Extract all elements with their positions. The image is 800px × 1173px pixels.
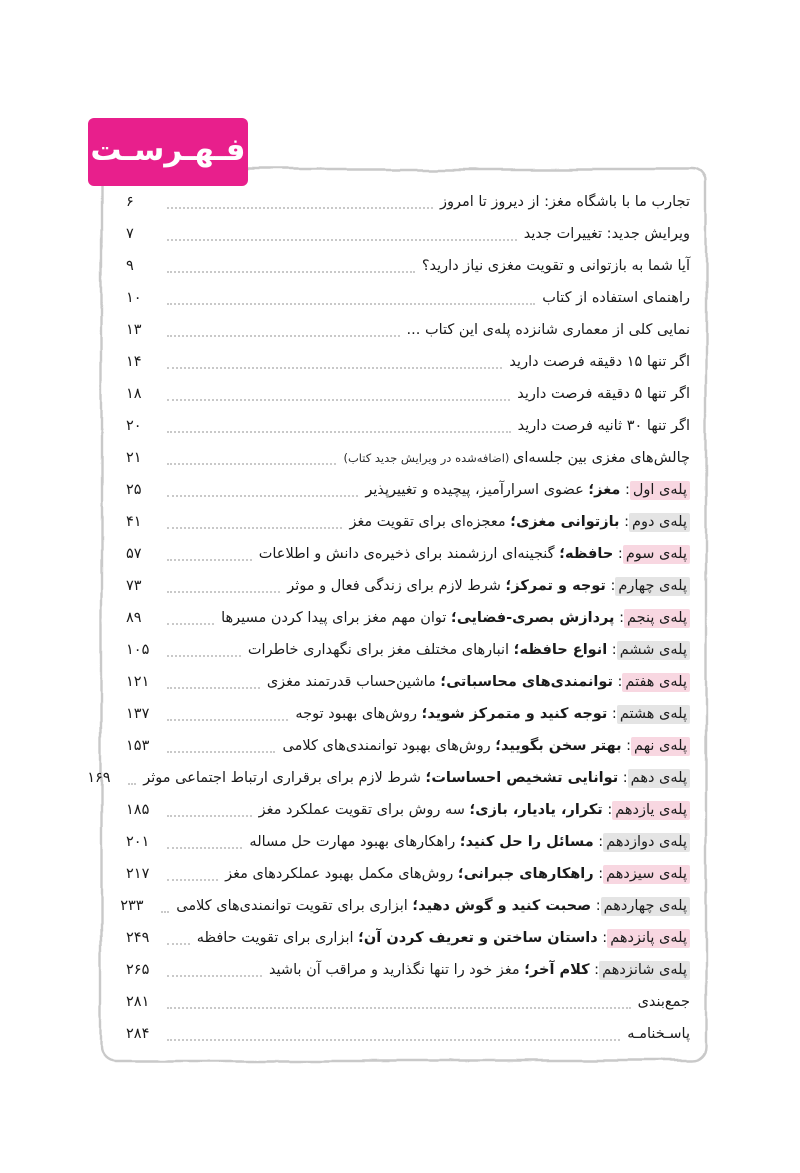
chapter-separator: : — [593, 834, 604, 850]
dotted-leader — [167, 270, 415, 273]
toc-entry — [126, 282, 690, 314]
chapter-separator: : — [618, 770, 628, 786]
chapter-subtitle: روش‌های بهبود توانمندی‌های کلامی — [282, 738, 496, 754]
dotted-leader — [167, 206, 433, 209]
dotted-leader — [167, 750, 275, 753]
contents-title: فـهـرسـت — [90, 131, 246, 168]
entry-title: تجارب ما با باشگاه مغز: از دیروز تا امروز — [439, 194, 690, 210]
chapter-separator: : — [607, 706, 617, 722]
dotted-leader — [167, 558, 252, 561]
page-number: ۲۵ — [126, 482, 142, 498]
toc-entry-text — [524, 226, 690, 242]
entry-title: اگر تنها ۳۰ ثانیه فرصت دارید — [517, 418, 690, 434]
chapter-title: مغز؛ — [588, 482, 621, 498]
entry-title: نمایی کلی از معماری شانزده پله‌ی این کتاب ... — [406, 322, 690, 338]
toc-entry — [126, 602, 690, 634]
chapter-subtitle: سه روش برای تقویت عملکرد مغز — [258, 802, 470, 818]
page-number: ۲۱ — [126, 450, 142, 466]
toc-entry-text — [197, 930, 690, 946]
chapter-separator: : — [602, 802, 613, 818]
dotted-leader — [167, 686, 260, 689]
dotted-leader — [167, 654, 241, 657]
toc-entry — [126, 730, 690, 762]
chapter-subtitle: معجزه‌ای برای تقویت مغز — [349, 514, 511, 530]
toc-entry — [126, 922, 690, 954]
page-number: ۷۳ — [126, 578, 142, 594]
page-number: ۲۳۳ — [120, 898, 144, 914]
dotted-leader — [167, 526, 342, 529]
entry-title: راهنمای استفاده از کتاب — [542, 290, 690, 306]
toc-entry — [126, 218, 690, 250]
chapter-label: پله‌ی یازدهم — [612, 801, 690, 820]
chapter-title: تکرار، یادیار، بازی؛ — [469, 802, 603, 818]
chapter-label: پله‌ی پنجم — [624, 609, 690, 628]
dotted-leader — [167, 622, 214, 625]
chapter-separator: : — [607, 642, 617, 658]
chapter-title: مسائل را حل کنید؛ — [459, 834, 594, 850]
entry-title: چالش‌های مغزی بین جلسه‌ای — [513, 450, 690, 466]
page-number: ۱۲۱ — [126, 674, 150, 690]
dotted-leader — [167, 398, 510, 401]
chapter-separator: : — [593, 866, 604, 882]
chapter-label: پله‌ی چهارم — [615, 577, 690, 596]
chapter-subtitle: توان مهم مغز برای پیدا کردن مسیرها — [221, 610, 452, 626]
toc-entry — [126, 506, 690, 538]
toc-entry — [126, 474, 690, 506]
chapter-label: پله‌ی چهاردهم — [601, 897, 690, 916]
toc-entry — [126, 410, 690, 442]
chapter-label: پله‌ی سوم — [623, 545, 690, 564]
toc-entry-text — [518, 418, 690, 434]
toc-entry — [126, 378, 690, 410]
chapter-subtitle: عضوی اسرارآمیز، پیچیده و تغییرپذیر — [365, 482, 589, 498]
entry-note: (اضافه‌شده در ویرایش جدید کتاب) — [343, 451, 514, 465]
entry-title: آیا شما به بازتوانی و تقویت مغزی نیاز دارید؟ — [421, 258, 690, 274]
toc-entry-text — [407, 322, 690, 338]
page-number: ۱۶۹ — [87, 770, 111, 786]
chapter-label: پله‌ی دهم — [628, 769, 690, 788]
toc-entry-text — [440, 194, 690, 210]
dotted-leader — [167, 590, 280, 593]
chapter-label: پله‌ی سیزدهم — [603, 865, 690, 884]
entry-title: ویرایش جدید: تغییرات جدید — [523, 226, 690, 242]
toc-entry — [126, 442, 690, 474]
toc-entry — [126, 666, 690, 698]
dotted-leader — [167, 1006, 631, 1009]
toc-entry-text — [267, 674, 690, 690]
page-number: ۱۳۷ — [126, 706, 150, 722]
page-number: ۲۰ — [126, 418, 142, 434]
dotted-leader — [167, 238, 517, 241]
dotted-leader — [167, 430, 511, 433]
chapter-label: پله‌ی شانزدهم — [599, 961, 690, 980]
chapter-separator: : — [605, 578, 616, 594]
chapter-title: بهتر سخن بگویید؛ — [495, 738, 622, 754]
page-number: ۸۹ — [126, 610, 142, 626]
toc-entry — [126, 250, 690, 282]
toc-entry-text — [638, 994, 690, 1010]
toc-entry-text — [542, 290, 690, 306]
toc-entry — [126, 794, 690, 826]
chapter-title: بازتوانی مغزی؛ — [510, 514, 620, 530]
chapter-label: پله‌ی دوم — [629, 513, 690, 532]
chapter-label: پله‌ی هفتم — [622, 673, 690, 692]
chapter-title: راهکارهای جبرانی؛ — [457, 866, 594, 882]
toc-entry — [126, 346, 690, 378]
chapter-subtitle: انبارهای مختلف مغز برای نگهداری خاطرات — [247, 642, 514, 658]
chapter-label: پله‌ی دوازدهم — [603, 833, 690, 852]
chapter-title: پردازش بصری-فضایی؛ — [451, 610, 615, 626]
page-number: ۲۶۵ — [126, 962, 150, 978]
chapter-title: کلام آخر؛ — [524, 962, 590, 978]
page-number: ۲۱۷ — [126, 866, 150, 882]
dotted-leader — [167, 878, 218, 881]
toc-entry-text — [365, 482, 690, 498]
dotted-leader — [167, 846, 242, 849]
page-number: ۹ — [126, 258, 134, 274]
chapter-title: حافظه؛ — [559, 546, 614, 562]
toc-entry-text — [517, 386, 690, 402]
toc-entry — [126, 858, 690, 890]
toc-entry-text — [282, 738, 690, 754]
toc-entry-text — [269, 962, 690, 978]
toc-entry-text — [349, 514, 690, 530]
page-number: ۱۸ — [126, 386, 142, 402]
page-number: ۱۳ — [126, 322, 142, 338]
chapter-separator: : — [613, 546, 623, 562]
chapter-subtitle: روش‌های مکمل بهبود عملکردهای مغز — [225, 866, 458, 882]
dotted-leader — [161, 910, 169, 913]
entry-title: جمع‌بندی — [637, 994, 690, 1010]
chapter-subtitle: ابزاری برای تقویت توانمندی‌های کلامی — [176, 898, 413, 914]
dotted-leader — [167, 718, 288, 721]
chapter-separator: : — [620, 482, 630, 498]
chapter-subtitle: شرط لازم برای برقراری ارتباط اجتماعی موثر — [143, 770, 426, 786]
chapter-subtitle: شرط لازم برای زندگی فعال و موثر — [287, 578, 506, 594]
page-number: ۵۷ — [126, 546, 142, 562]
toc-entry — [126, 986, 690, 1018]
dotted-leader — [167, 942, 190, 945]
page-number: ۷ — [126, 226, 134, 242]
dotted-leader — [128, 782, 136, 785]
toc-entry-text — [176, 898, 690, 914]
chapter-separator: : — [589, 962, 600, 978]
chapter-label: پله‌ی نهم — [631, 737, 690, 756]
dotted-leader — [167, 814, 252, 817]
chapter-separator: : — [612, 674, 623, 690]
chapter-label: پله‌ی پانزدهم — [607, 929, 690, 948]
chapter-subtitle: ابزاری برای تقویت حافظه — [196, 930, 359, 946]
toc-entry — [126, 538, 690, 570]
page-number: ۲۰۱ — [126, 834, 150, 850]
dotted-leader — [167, 974, 262, 977]
chapter-separator: : — [621, 738, 632, 754]
page-number: ۱۵۳ — [126, 738, 150, 754]
chapter-title: انواع حافظه؛ — [513, 642, 608, 658]
dotted-leader — [167, 462, 336, 465]
toc-entry — [126, 1018, 690, 1050]
chapter-label: پله‌ی اول — [630, 481, 690, 500]
chapter-label: پله‌ی هشتم — [617, 705, 690, 724]
page-number: ۲۸۱ — [126, 994, 150, 1010]
toc-entry-text — [295, 706, 690, 722]
toc-entry-text — [143, 770, 690, 786]
contents-header — [88, 118, 248, 186]
chapter-separator: : — [619, 514, 629, 530]
toc-entry-text — [343, 450, 690, 466]
chapter-separator: : — [614, 610, 624, 626]
chapter-subtitle: گنجینه‌ای ارزشمند برای ذخیره‌ی دانش و اطلاعات — [258, 546, 560, 562]
toc-entry-text — [225, 866, 690, 882]
toc-entry-text — [259, 546, 690, 562]
chapter-title: توجه و تمرکز؛ — [505, 578, 606, 594]
toc-entry-text — [221, 610, 690, 626]
toc-entry-text — [422, 258, 690, 274]
chapter-subtitle: راهکارهای بهبود مهارت حل مساله — [249, 834, 460, 850]
entry-title: اگر تنها ۱۵ دقیقه فرصت دارید — [509, 354, 690, 370]
toc-entry — [126, 314, 690, 346]
toc-entry — [126, 186, 690, 218]
toc-entry — [126, 826, 690, 858]
toc-entry — [126, 570, 690, 602]
chapter-title: توجه کنید و متمرکز شوید؛ — [421, 706, 608, 722]
dotted-leader — [167, 302, 535, 305]
toc-entry — [87, 762, 690, 794]
entry-title: اگر تنها ۵ دقیقه فرصت دارید — [517, 386, 690, 402]
chapter-separator: : — [597, 930, 608, 946]
toc-entry — [126, 698, 690, 730]
toc-entry-text — [248, 642, 690, 658]
toc-entry-text — [287, 578, 690, 594]
toc-entry — [126, 634, 690, 666]
toc-list — [87, 186, 690, 1050]
page-number: ۶ — [126, 194, 134, 210]
chapter-label: پله‌ی ششم — [617, 641, 690, 660]
page-number: ۲۸۴ — [126, 1026, 150, 1042]
toc-entry — [120, 890, 690, 922]
dotted-leader — [167, 1038, 620, 1041]
chapter-subtitle: مغز خود را تنها نگذارید و مراقب آن باشید — [268, 962, 525, 978]
dotted-leader — [167, 494, 358, 497]
toc-entry-text — [627, 1026, 690, 1042]
chapter-title: توانایی تشخیص احساسات؛ — [425, 770, 619, 786]
chapter-title: صحبت کنید و گوش دهید؛ — [412, 898, 592, 914]
dotted-leader — [167, 334, 400, 337]
page-number: ۱۰ — [126, 290, 142, 306]
chapter-separator: : — [591, 898, 601, 914]
chapter-title: توانمندی‌های محاسباتی؛ — [440, 674, 613, 690]
toc-entry-text — [259, 802, 690, 818]
chapter-subtitle: ماشین‌حساب قدرتمند مغزی — [266, 674, 441, 690]
page-number: ۱۰۵ — [126, 642, 150, 658]
toc-entry-text — [509, 354, 690, 370]
page-number: ۴۱ — [126, 514, 142, 530]
page-number: ۱۸۵ — [126, 802, 150, 818]
page-number: ۲۴۹ — [126, 930, 150, 946]
toc-entry — [126, 954, 690, 986]
toc-entry-text — [249, 834, 690, 850]
chapter-title: داستان ساختن و تعریف کردن آن؛ — [358, 930, 598, 946]
entry-title: پاسـخنامـه — [627, 1026, 690, 1042]
page-number: ۱۴ — [126, 354, 142, 370]
chapter-subtitle: روش‌های بهبود توجه — [295, 706, 422, 722]
dotted-leader — [167, 366, 502, 369]
